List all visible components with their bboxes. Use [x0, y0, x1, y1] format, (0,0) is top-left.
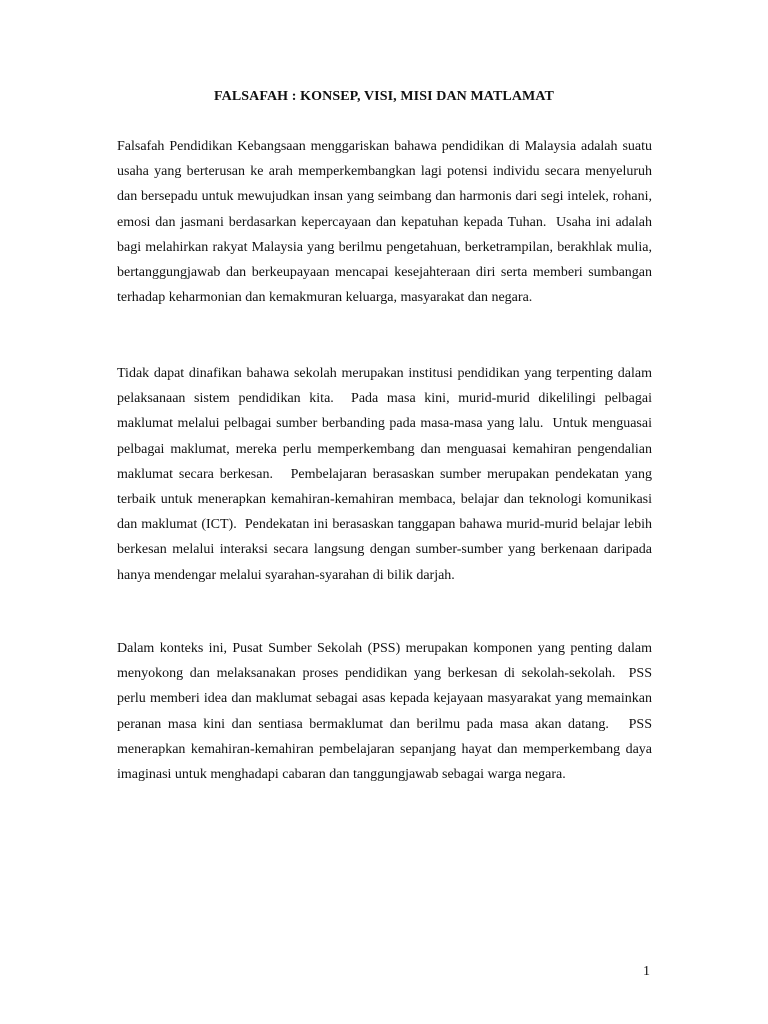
paragraph-falsafah-pendidikan: Falsafah Pendidikan Kebangsaan menggariskan bahawa pendidikan di Malaysia adalah suatu usaha yang berterusan ke arah memperkembangkan lagi potensi individu secara menyeluruh dan bersepadu untuk mewujudkan insan yang seimbang dan harmonis dari segi intelek, rohani, emosi dan jasmani berdasarkan kepercayaan dan kepatuhan kepada Tuhan. Usaha ini adalah bagi melahirkan rakyat Malaysia yang berilmu pengetahuan, berketrampilan, berakhlak mulia, bertanggungjawab dan berkeupayaan mencapai kesejahteraan diri serta memberi sumbangan terhadap keharmonian dan kemakmuran keluarga, masyarakat dan negara. [117, 139, 656, 306]
paragraph-institusi-sekolah: Tidak dapat dinafikan bahawa sekolah merupakan institusi pendidikan yang terpenting dalam pelaksanaan sistem pendidikan kita. Pada masa kini, murid-murid dikelilingi pelbagai maklumat melalui pelbagai sumber berbanding pada masa-masa yang lalu. Untuk menguasai pelbagai maklumat, mereka perlu memperkembang dan menguasai kemahiran pengendalian maklumat secara berkesan. Pembelajaran berasaskan sumber merupakan pendekatan yang terbaik untuk menerapkan kemahiran-kemahiran membaca, belajar dan teknologi komunikasi dan maklumat (ICT). Pendekatan ini berasaskan tanggapan bahawa murid-murid belajar lebih berkesan melalui interaksi secara langsung dengan sumber-sumber yang berkenaan daripada hanya mendengar melalui syarahan-syarahan di bilik darjah. [117, 366, 656, 583]
document-title: FALSAFAH : KONSEP, VISI, MISI DAN MATLAMAT [214, 89, 554, 104]
page-number: 1 [643, 964, 650, 979]
paragraph-pusat-sumber-sekolah: Dalam konteks ini, Pusat Sumber Sekolah (PSS) merupakan komponen yang penting dalam menyokong dan melaksanakan proses pendidikan yang berkesan di sekolah-sekolah. PSS perlu memberi idea dan maklumat sebagai asas kepada kejayaan masyarakat yang memainkan peranan masa kini dan sentiasa bermaklumat dan berilmu pada masa akan datang. PSS menerapkan kemahiran-kemahiran pembelajaran sepanjang hayat dan memperkembang daya imaginasi untuk menghadapi cabaran dan tanggungjawab sebagai warga negara. [117, 641, 656, 783]
